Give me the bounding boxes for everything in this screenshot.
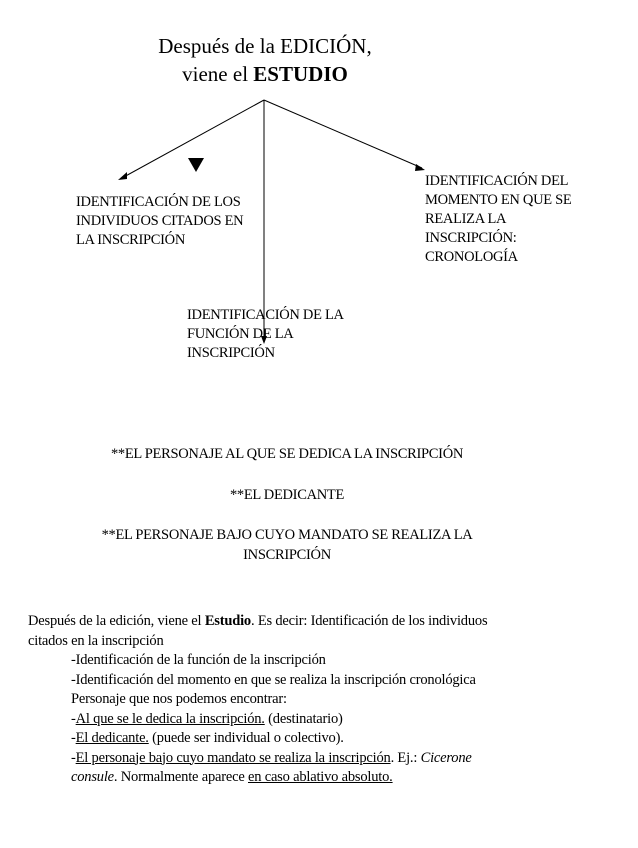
para-item-5: -El dedicante. (puede ser individual o colectivo). [71, 730, 344, 746]
para-line-2: citados en la inscripción [28, 632, 164, 649]
connector-right [264, 100, 422, 168]
para-item-1: -Identificación de la función de la inscripción [71, 652, 326, 668]
explanation-paragraph [28, 612, 628, 788]
box-bottom: IDENTIFICACIÓN DE LA FUNCIÓN DE LA INSCRIPCIÓN [187, 307, 344, 361]
list-personaje: **EL PERSONAJE AL QUE SE DEDICA LA INSCRIPCIÓN [110, 446, 464, 462]
para-item-2: -Identificación del momento en que se realiza la inscripción cronológica [71, 671, 476, 688]
list-dedicante: **EL DEDICANTE [229, 487, 345, 503]
para-item-7: consule. Normalmente aparece en caso ablativo absoluto. [71, 769, 393, 785]
para-item-4: -Al que se le dedica la inscripción. (destinatario) [71, 710, 343, 727]
list-mandato: **EL PERSONAJE BAJO CUYO MANDATO SE REALIZA LA INSCRIPCIÓN [101, 527, 473, 563]
para-item-6: -El personaje bajo cuyo mandato se realiza la inscripción. Ej.: Cicerone [71, 749, 472, 766]
box-left: IDENTIFICACIÓN DE LOS INDIVIDUOS CITADOS EN LA INSCRIPCIÓN [76, 194, 244, 248]
title-line-2: viene el ESTUDIO [182, 62, 348, 86]
triangle-marker [188, 158, 204, 172]
diagram-title [0, 32, 530, 88]
para-item-3: Personaje que nos podemos encontrar: [71, 691, 287, 707]
title-line-1: Después de la EDICIÓN, [158, 34, 372, 58]
arrowhead-left [118, 172, 127, 180]
arrowhead-right [415, 164, 425, 171]
box-right: IDENTIFICACIÓN DEL MOMENTO EN QUE SE REALIZA LA INSCRIPCIÓN: CRONOLOGÍA [425, 173, 572, 265]
para-line-1: Después de la edición, viene el Estudio. Es decir: Identificación de los individuos [28, 613, 488, 629]
